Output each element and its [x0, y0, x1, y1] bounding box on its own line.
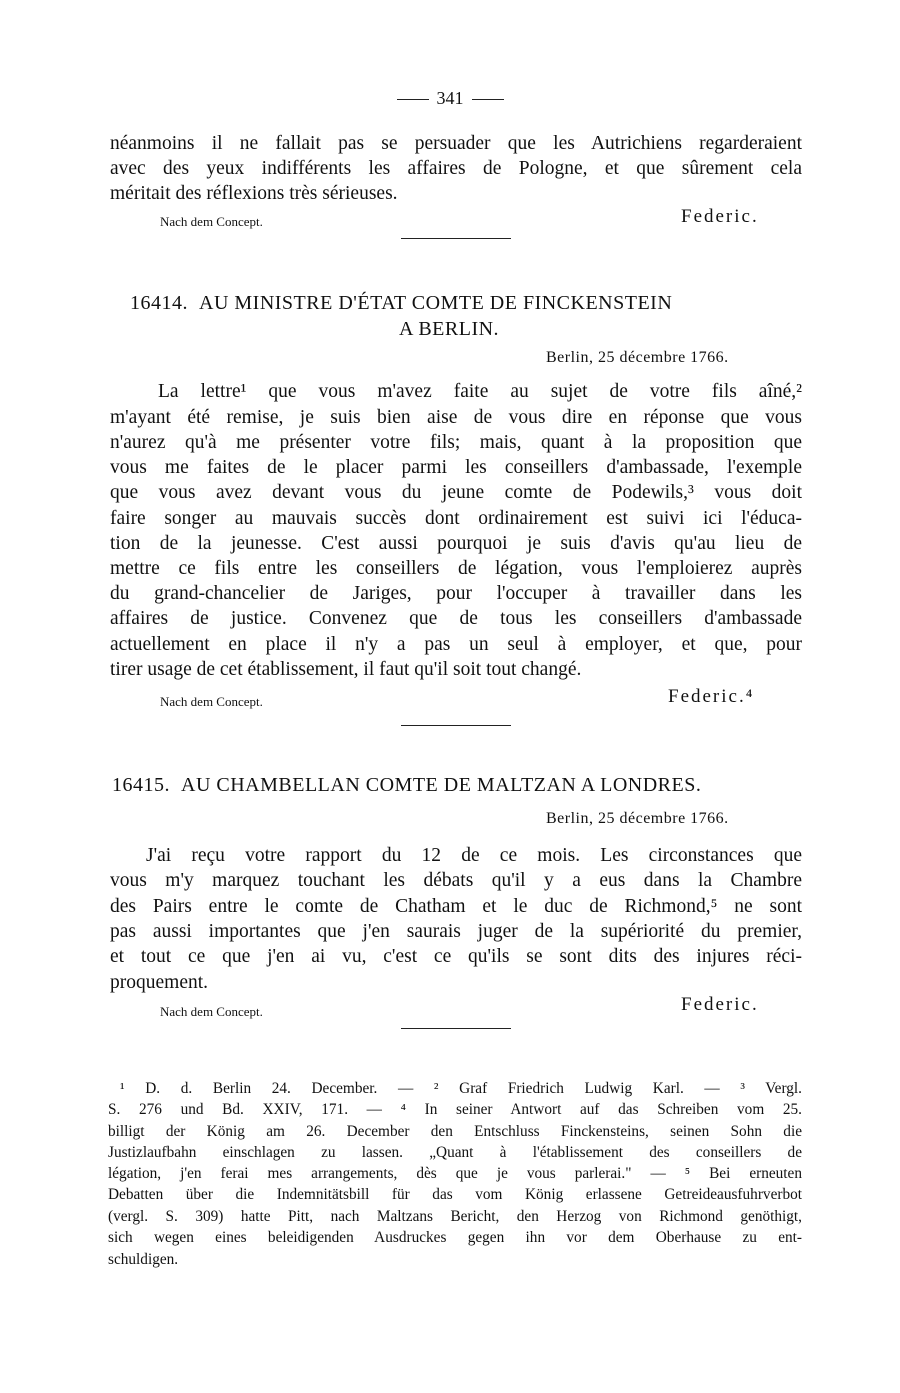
letter-line: faire songer au mauvais succès dont ordinairement est suivi ici l'éduca-: [110, 508, 802, 529]
letter-line: vous m'y marquez touchant les débats qu'il y a eus dans la Chambre: [110, 870, 802, 891]
letter-line: La lettre¹ que vous m'avez faite au sujet de votre fils aîné,²: [158, 381, 802, 402]
letter-line: du grand-chancelier de Jariges, pour l'occuper à travailler dans les: [110, 583, 802, 604]
letter-line: J'ai reçu votre rapport du 12 de ce mois. Les circonstances que: [146, 845, 802, 866]
intro-line: avec des yeux indifférents les affaires de Pologne, et que sûrement cela: [110, 158, 802, 179]
letter-heading-line2: A BERLIN.: [399, 318, 500, 340]
header-dash-left: [397, 99, 429, 100]
footnote-line: légation, j'en ferai mes arrangements, dès que je vous parlerai." — ⁵ Bei erneuten: [108, 1165, 802, 1182]
intro-line: méritait des réflexions très sérieuses.: [110, 183, 398, 204]
intro-source: Nach dem Concept.: [160, 214, 263, 229]
letter-line: mettre ce fils entre les conseillers de légation, vous l'emploierez auprès: [110, 558, 802, 579]
letter-date: Berlin, 25 décembre 1766.: [546, 349, 729, 366]
footnote-line: ¹ D. d. Berlin 24. December. — ² Graf Friedrich Ludwig Karl. — ³ Vergl.: [120, 1080, 802, 1097]
footnote-line: (vergl. S. 309) hatte Pitt, nach Maltzans Bericht, den Herzog von Richmond genöthigt,: [108, 1208, 802, 1225]
letter-line: tion de la jeunesse. C'est aussi pourquoi je suis d'avis qu'au lieu de: [110, 533, 802, 554]
letter-title: AU CHAMBELLAN COMTE DE MALTZAN A LONDRES.: [181, 774, 702, 796]
footnote-line: schuldigen.: [108, 1251, 179, 1268]
letter-source: Nach dem Concept.: [160, 694, 263, 709]
letter-line: que vous avez devant vous du jeune comte de Podewils,³ vous doit: [110, 482, 802, 503]
letter-line: tirer usage de cet établissement, il faut qu'il soit tout changé.: [110, 659, 582, 680]
letter-line: des Pairs entre le comte de Chatham et le duc de Richmond,⁵ ne sont: [110, 896, 802, 917]
letter-signature: Federic.: [681, 994, 759, 1015]
footnote-line: Debatten über die Indemnitätsbill für das vom König erlassene Getreideausfuhrverbot: [108, 1186, 802, 1203]
letter-line: n'aurez qu'à me présenter votre fils; mais, quant à la proposition que: [110, 432, 802, 453]
section-divider: [401, 1028, 511, 1029]
footnote-line: Justizlaufbahn einschlagen zu lassen. „Quant à l'établissement des conseillers de: [108, 1144, 802, 1161]
letter-line: m'ayant été remise, je suis bien aise de vous dire en réponse que vous: [110, 407, 802, 428]
footnote-line: billigt der König am 26. December den Entschluss Finckensteins, seinen Sohn die: [108, 1123, 802, 1140]
section-divider: [401, 238, 511, 239]
footnote-line: sich wegen eines beleidigenden Ausdruckes gegen ihn vor dem Oberhause zu ent-: [108, 1229, 802, 1246]
section-divider: [401, 725, 511, 726]
letter-heading: [130, 292, 672, 315]
header-dash-right: [472, 99, 504, 100]
letter-line: actuellement en place il n'y a pas un seul à employer, et que, pour: [110, 634, 802, 655]
letter-line: affaires de justice. Convenez que de tous les conseillers d'ambassade: [110, 608, 802, 629]
letter-line: proquement.: [110, 972, 209, 993]
letter-line: vous me faites de le placer parmi les conseillers d'ambassade, l'exemple: [110, 457, 802, 478]
letter-number: 16414.: [130, 292, 188, 314]
page-header: [0, 88, 900, 109]
letter-source: Nach dem Concept.: [160, 1004, 263, 1019]
intro-line: néanmoins il ne fallait pas se persuader que les Autrichiens regarderaient: [110, 133, 802, 154]
intro-signature: Federic.: [681, 206, 759, 227]
letter-line: pas aussi importantes que j'en saurais juger de la supériorité du premier,: [110, 921, 802, 942]
letter-heading: [112, 774, 701, 797]
footnote-line: S. 276 und Bd. XXIV, 171. — ⁴ In seiner Antwort auf das Schreiben vom 25.: [108, 1101, 802, 1118]
letter-title: AU MINISTRE D'ÉTAT COMTE DE FINCKENSTEIN: [199, 292, 673, 314]
page-number: 341: [436, 88, 464, 108]
letter-signature: Federic.⁴: [668, 686, 755, 707]
letter-line: et tout ce que j'en ai vu, c'est ce qu'ils se sont dits des injures réci-: [110, 946, 802, 967]
letter-number: 16415.: [112, 774, 170, 796]
letter-date: Berlin, 25 décembre 1766.: [546, 810, 729, 827]
